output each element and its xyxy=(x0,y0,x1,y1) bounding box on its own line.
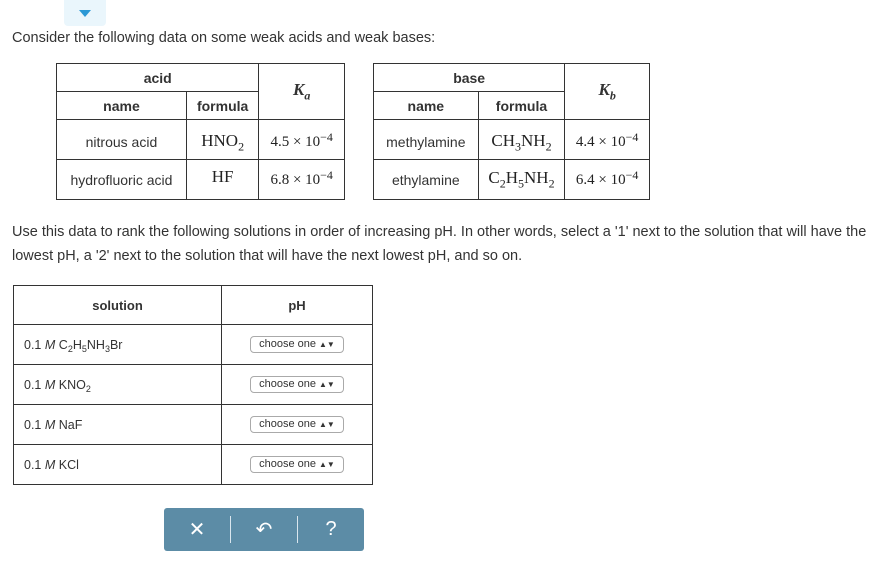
table-row xyxy=(14,325,373,365)
clear-button[interactable] xyxy=(164,508,230,551)
collapse-toggle[interactable] xyxy=(64,0,106,26)
ka-header: $K_a$ xyxy=(259,64,345,120)
base-group-header: base xyxy=(374,64,565,92)
answer-toolbar xyxy=(164,508,364,551)
solution-label: 0.1 M $KNO_2$ xyxy=(14,365,222,405)
solution-header: solution xyxy=(14,286,222,325)
ka-value: $6.8 \times 10^{-4}$ xyxy=(259,160,345,200)
solution-label: 0.1 M KCl xyxy=(14,445,222,485)
table-row xyxy=(57,160,345,200)
ph-rank-select[interactable]: choose one ▲▼ xyxy=(250,416,344,433)
acid-formula-header: formula xyxy=(186,92,259,120)
select-arrows-icon: ▲▼ xyxy=(319,420,335,429)
select-arrows-icon: ▲▼ xyxy=(319,340,335,349)
table-row xyxy=(14,405,373,445)
undo-button[interactable] xyxy=(230,516,297,543)
ka-value: $4.5 \times 10^{-4}$ xyxy=(259,126,345,160)
solution-label: 0.1 M $C_2H_5NH_3Br$ xyxy=(14,325,222,365)
acid-formula: HF xyxy=(186,160,259,200)
table-row xyxy=(14,445,373,485)
acid-name: nitrous acid xyxy=(57,126,187,160)
base-name: methylamine xyxy=(374,126,479,160)
acid-formula: $HNO_2$ xyxy=(186,126,259,160)
acid-name: hydrofluoric acid xyxy=(57,160,187,200)
instructions-text: Use this data to rank the following solutions in order of increasing pH. In other words, select a '1' next to the solution that will have the lowest pH, a '2' next to the solution that will have the next lowest pH, and so on. xyxy=(12,224,867,264)
chevron-down-icon xyxy=(79,10,91,17)
acid-group-header: acid xyxy=(57,64,259,92)
ranking-table xyxy=(13,285,373,485)
ph-rank-select[interactable]: choose one ▲▼ xyxy=(250,336,344,353)
base-formula: $CH_3NH_2$ xyxy=(478,126,565,160)
table-row xyxy=(374,160,650,200)
ph-rank-select[interactable]: choose one ▲▼ xyxy=(250,376,344,393)
table-row xyxy=(14,365,373,405)
solution-label: 0.1 M NaF xyxy=(14,405,222,445)
help-button[interactable] xyxy=(297,516,364,543)
ph-rank-select[interactable]: choose one ▲▼ xyxy=(250,456,344,473)
base-formula-header: formula xyxy=(478,92,565,120)
kb-header: $K_b$ xyxy=(565,64,650,120)
kb-value: $4.4 \times 10^{-4}$ xyxy=(565,126,650,160)
base-formula: $C_2H_5NH_2$ xyxy=(478,160,565,200)
table-row xyxy=(57,126,345,160)
ph-header: pH xyxy=(222,286,373,325)
undo-icon: ↶ xyxy=(255,519,273,541)
kb-value: $6.4 \times 10^{-4}$ xyxy=(565,160,650,200)
close-icon: ✕ xyxy=(188,519,206,541)
select-arrows-icon: ▲▼ xyxy=(319,460,335,469)
select-arrows-icon: ▲▼ xyxy=(319,380,335,389)
acid-data-table xyxy=(56,63,345,200)
help-icon: ? xyxy=(325,518,337,540)
table-row xyxy=(374,126,650,160)
base-name-header: name xyxy=(374,92,479,120)
intro-text: Consider the following data on some weak acids and weak bases: xyxy=(12,30,436,46)
base-data-table xyxy=(373,63,650,200)
base-name: ethylamine xyxy=(374,160,479,200)
acid-name-header: name xyxy=(57,92,187,120)
